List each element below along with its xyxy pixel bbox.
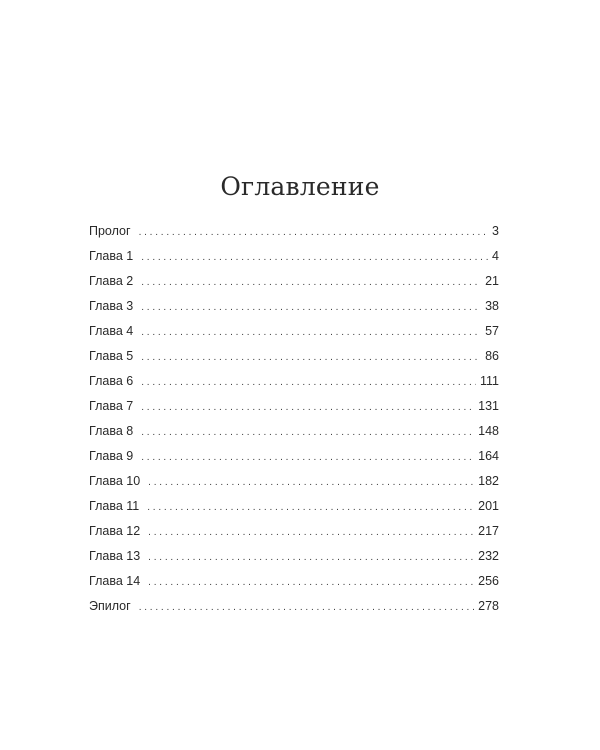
toc-entry-label: Глава 6 [89,374,134,388]
toc-dot-leader [148,470,474,495]
toc-entry-chapter-14 [89,569,499,594]
toc-entry-chapter-4 [89,319,499,344]
toc-entry-epilogue [89,594,499,619]
toc-entry-page-number: 131 [478,399,499,413]
toc-entry-page-number: 182 [478,474,499,488]
toc-entry-page-number: 278 [478,599,499,613]
toc-entry-chapter-9 [89,444,499,469]
toc-entry-label: Глава 8 [89,424,134,438]
toc-entry-prologue [89,219,499,244]
toc-entry-label: Глава 11 [89,499,140,513]
toc-dot-leader [141,370,476,395]
toc-list [89,219,499,619]
toc-title: Оглавление [220,172,380,201]
toc-dot-leader [139,595,474,620]
toc-entry-label: Глава 3 [89,299,134,313]
toc-entry-chapter-11 [89,494,499,519]
toc-dot-leader [141,395,474,420]
toc-entry-page-number: 256 [478,574,499,588]
toc-dot-leader [147,495,474,520]
toc-entry-chapter-13 [89,544,499,569]
toc-entry-label: Глава 14 [89,574,141,588]
toc-entry-chapter-5 [89,344,499,369]
toc-dot-leader [141,320,481,345]
toc-entry-label: Глава 7 [89,399,134,413]
toc-entry-chapter-8 [89,419,499,444]
toc-entry-page-number: 4 [492,249,499,263]
toc-entry-chapter-6 [89,369,499,394]
toc-dot-leader [141,295,481,320]
toc-entry-label: Глава 9 [89,449,134,463]
toc-entry-chapter-3 [89,294,499,319]
toc-dot-leader [139,220,488,245]
toc-entry-page-number: 148 [478,424,499,438]
toc-entry-label: Пролог [89,224,131,238]
toc-entry-page-number: 217 [478,524,499,538]
toc-dot-leader [141,270,481,295]
toc-entry-label: Глава 10 [89,474,141,488]
toc-entry-label: Глава 12 [89,524,141,538]
toc-dot-leader [141,445,474,470]
toc-entry-label: Глава 13 [89,549,141,563]
toc-entry-label: Эпилог [89,599,131,613]
toc-entry-page-number: 21 [485,274,499,288]
toc-dot-leader [148,570,474,595]
toc-entry-label: Глава 5 [89,349,134,363]
toc-entry-page-number: 232 [478,549,499,563]
toc-entry-label: Глава 2 [89,274,134,288]
toc-entry-page-number: 57 [485,324,499,338]
toc-entry-page-number: 86 [485,349,499,363]
toc-dot-leader [148,520,474,545]
toc-entry-page-number: 111 [479,374,499,388]
toc-entry-chapter-2 [89,269,499,294]
toc-dot-leader [148,545,474,570]
toc-entry-chapter-12 [89,519,499,544]
toc-entry-page-number: 3 [492,224,499,238]
toc-dot-leader [141,245,488,270]
toc-entry-chapter-1 [89,244,499,269]
toc-dot-leader [141,420,474,445]
toc-entry-page-number: 38 [485,299,499,313]
toc-entry-label: Глава 1 [89,249,134,263]
toc-dot-leader [141,345,481,370]
toc-entry-label: Глава 4 [89,324,134,338]
toc-entry-chapter-7 [89,394,499,419]
toc-entry-page-number: 164 [478,449,499,463]
toc-entry-chapter-10 [89,469,499,494]
toc-entry-page-number: 201 [478,499,499,513]
